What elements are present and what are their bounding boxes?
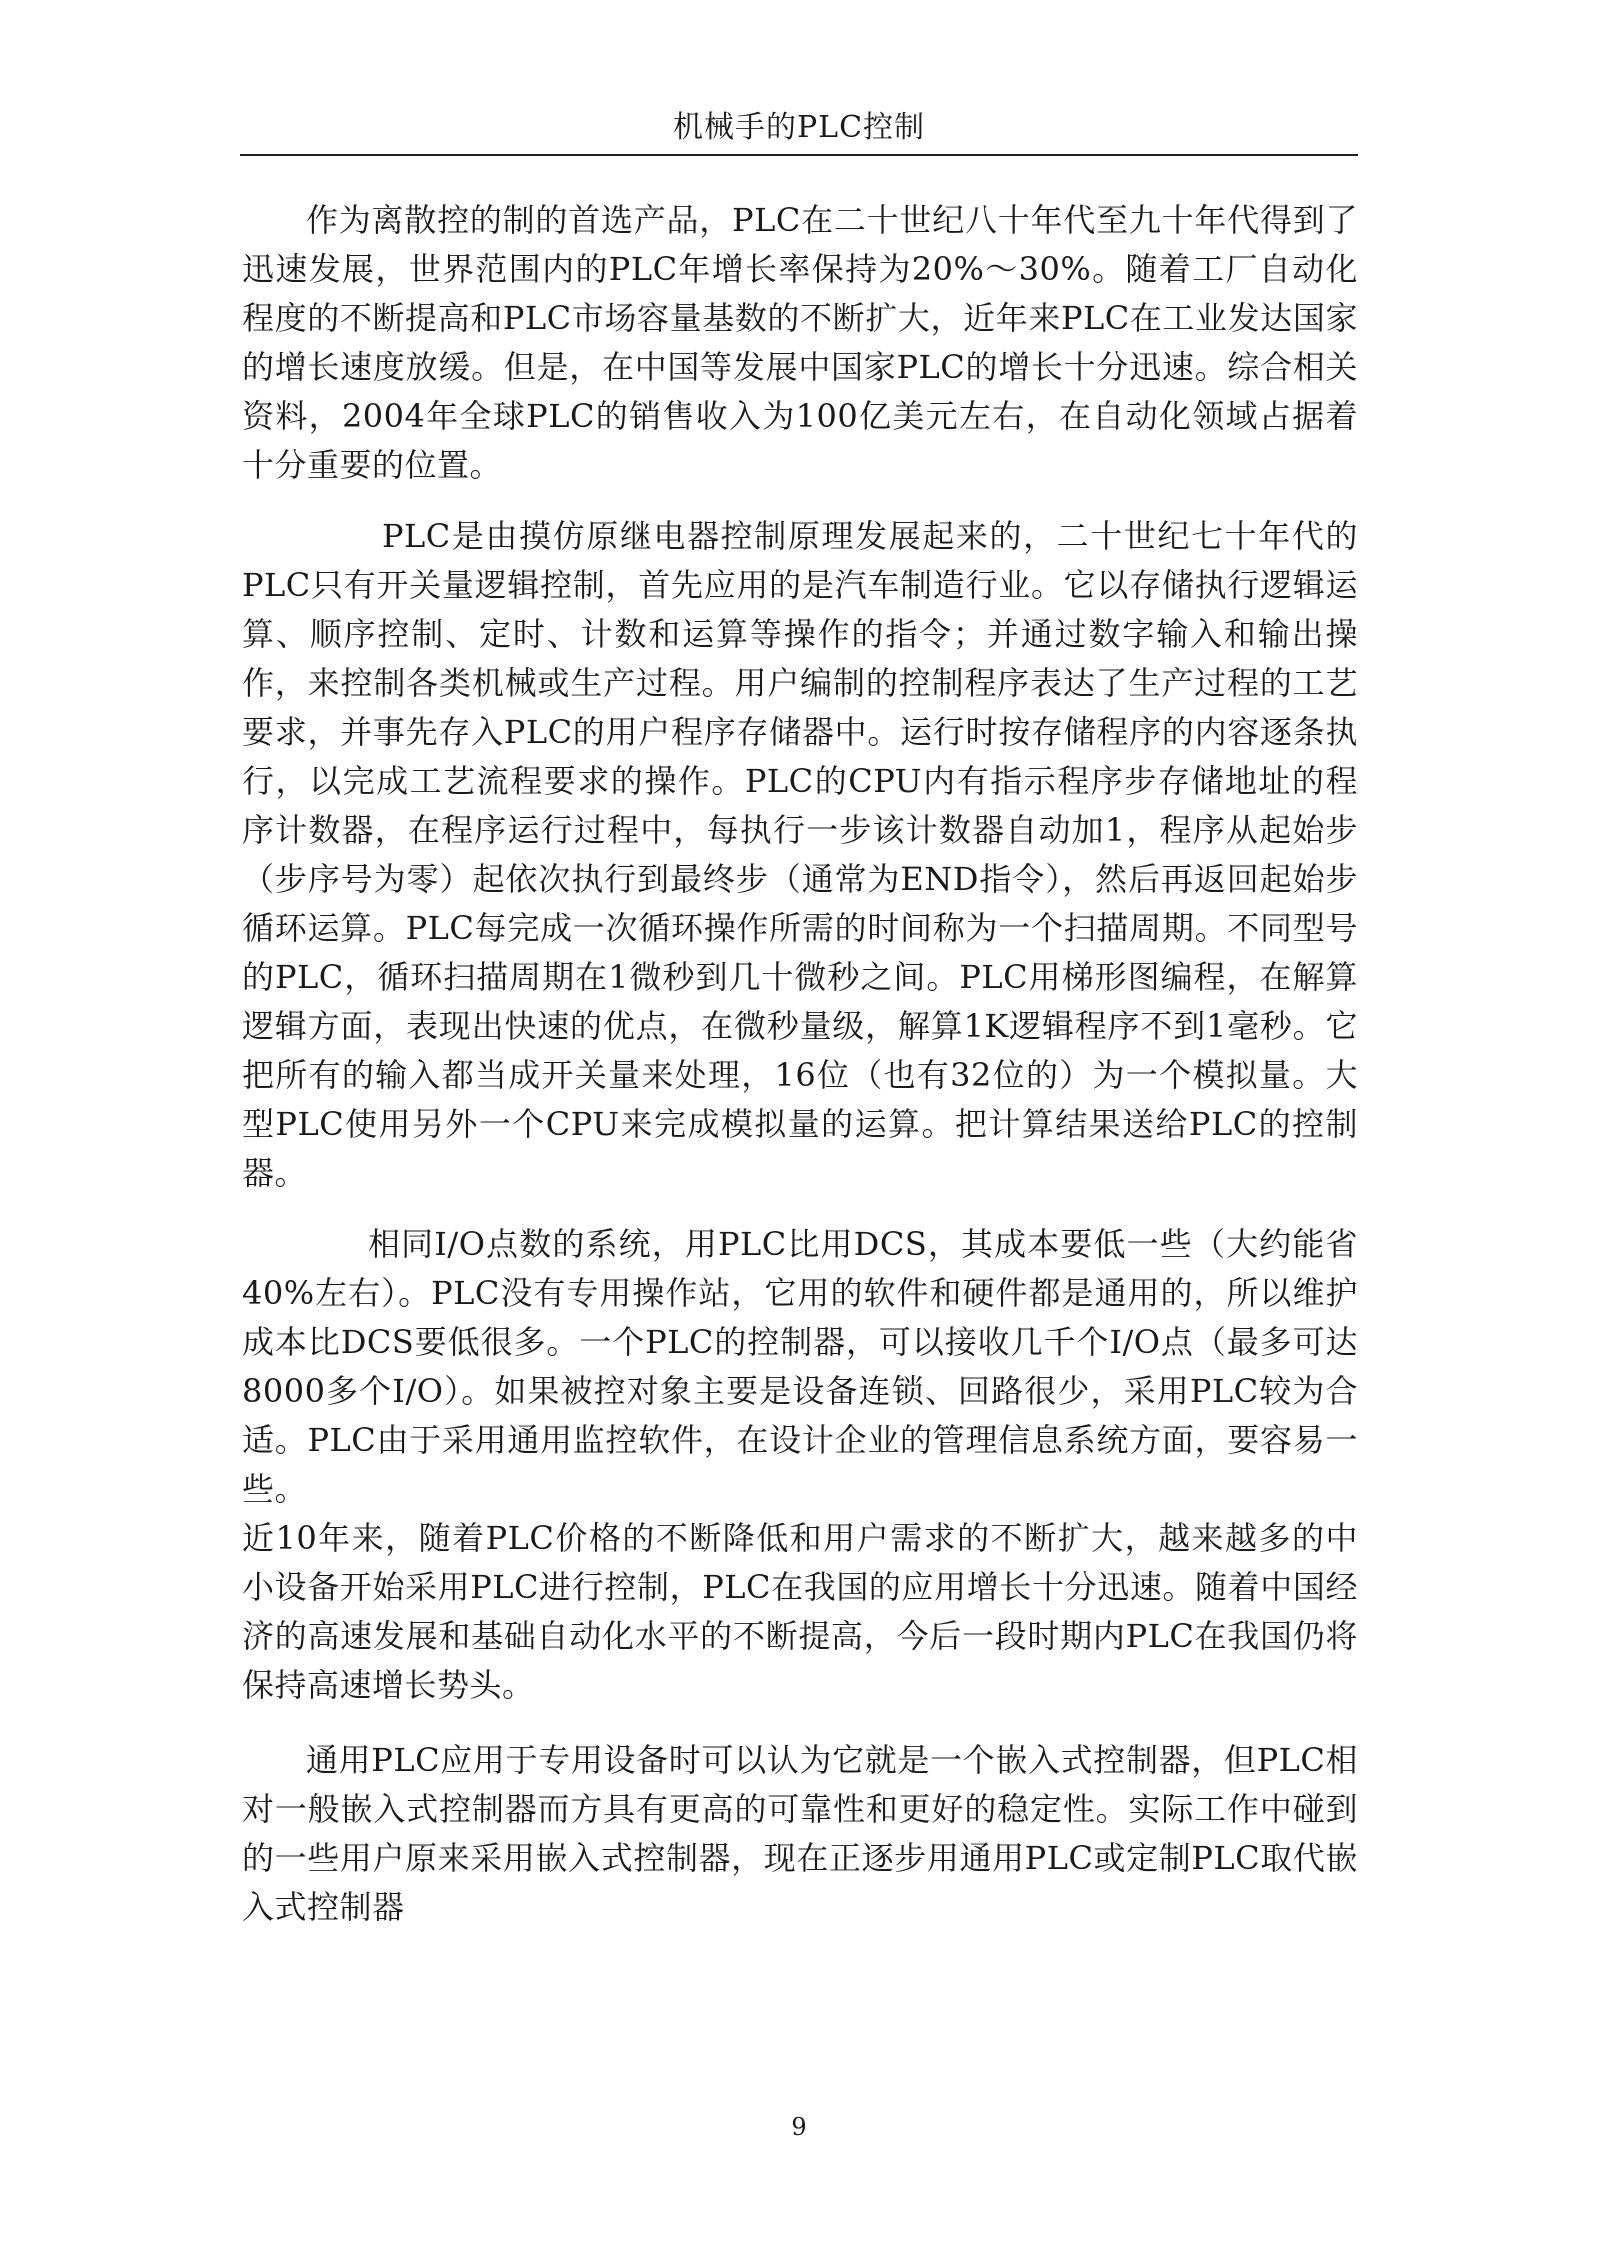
paragraph-plc-vs-dcs: 相同I/O点数的系统，用PLC比用DCS，其成本要低一些（大约能省40%左右）。PLC没有专用操作站，它用的软件和硬件都是通用的，所以维护成本比DCS要低很多。一个PLC的控制器，可以接收几千个I/O点（最多可达8000多个I/O）。如果被控对象主要是设备连锁、回路很少，采用PLC较为合适。PLC由于采用通用监控软件，在设计企业的管理信息系统方面，要容易一些。 [242, 1225, 1358, 1508]
header-rule [240, 154, 1358, 156]
paragraph-plc-market-growth: 作为离散控的制的首选产品，PLC在二十世纪八十年代至九十年代得到了迅速发展，世界范围内的PLC年增长率保持为20%～30%。随着工厂自动化程度的不断提高和PLC市场容量基数的不断扩大，近年来PLC在工业发达国家的增长速度放缓。但是，在中国等发展中国家PLC的增长十分迅速。综合相关资料，2004年全球PLC的销售收入为100亿美元左右，在自动化领域占据着十分重要的位置。 [242, 201, 1358, 484]
running-header: 机械手的PLC控制 [672, 110, 926, 145]
body-text [242, 196, 1358, 1932]
paragraph-plc-working-principle: PLC是由摸仿原继电器控制原理发展起来的，二十世纪七十年代的PLC只有开关量逻辑控制，首先应用的是汽车制造行业。它以存储执行逻辑运算、顺序控制、定时、计数和运算等操作的指令；并通过数字输入和输出操作，来控制各类机械或生产过程。用户编制的控制程序表达了生产过程的工艺要求，并事先存入PLC的用户程序存储器中。运行时按存储程序的内容逐条执行，以完成工艺流程要求的操作。PLC的CPU内有指示程序步存储地址的程序计数器，在程序运行过程中，每执行一步该计数器自动加1，程序从起始步（步序号为零）起依次执行到最终步（通常为END指令），然后再返回起始步循环运算。PLC每完成一次循环操作所需的时间称为一个扫描周期。不同型号的PLC，循环扫描周期在1微秒到几十微秒之间。PLC用梯形图编程，在解算逻辑方面，表现出快速的优点，在微秒量级，解算1K逻辑程序不到1毫秒。它把所有的输入都当成开关量来处理，16位（也有32位的）为一个模拟量。大型PLC使用另外一个CPU来完成模拟量的运算。把计算结果送给PLC的控制器。 [242, 517, 1358, 1192]
page-number: 9 [791, 2113, 807, 2141]
paragraph-plc-china-growth: 近10年来，随着PLC价格的不断降低和用户需求的不断扩大，越来越多的中小设备开始采用PLC进行控制，PLC在我国的应用增长十分迅速。随着中国经济的高速发展和基础自动化水平的不断提高，今后一段时期内PLC在我国仍将保持高速增长势头。 [242, 1519, 1358, 1704]
paragraph-plc-embedded-controller: 通用PLC应用于专用设备时可以认为它就是一个嵌入式控制器，但PLC相对一般嵌入式控制器而方具有更高的可靠性和更好的稳定性。实际工作中碰到的一些用户原来采用嵌入式控制器，现在正逐步用通用PLC或定制PLC取代嵌入式控制器 [242, 1741, 1358, 1926]
